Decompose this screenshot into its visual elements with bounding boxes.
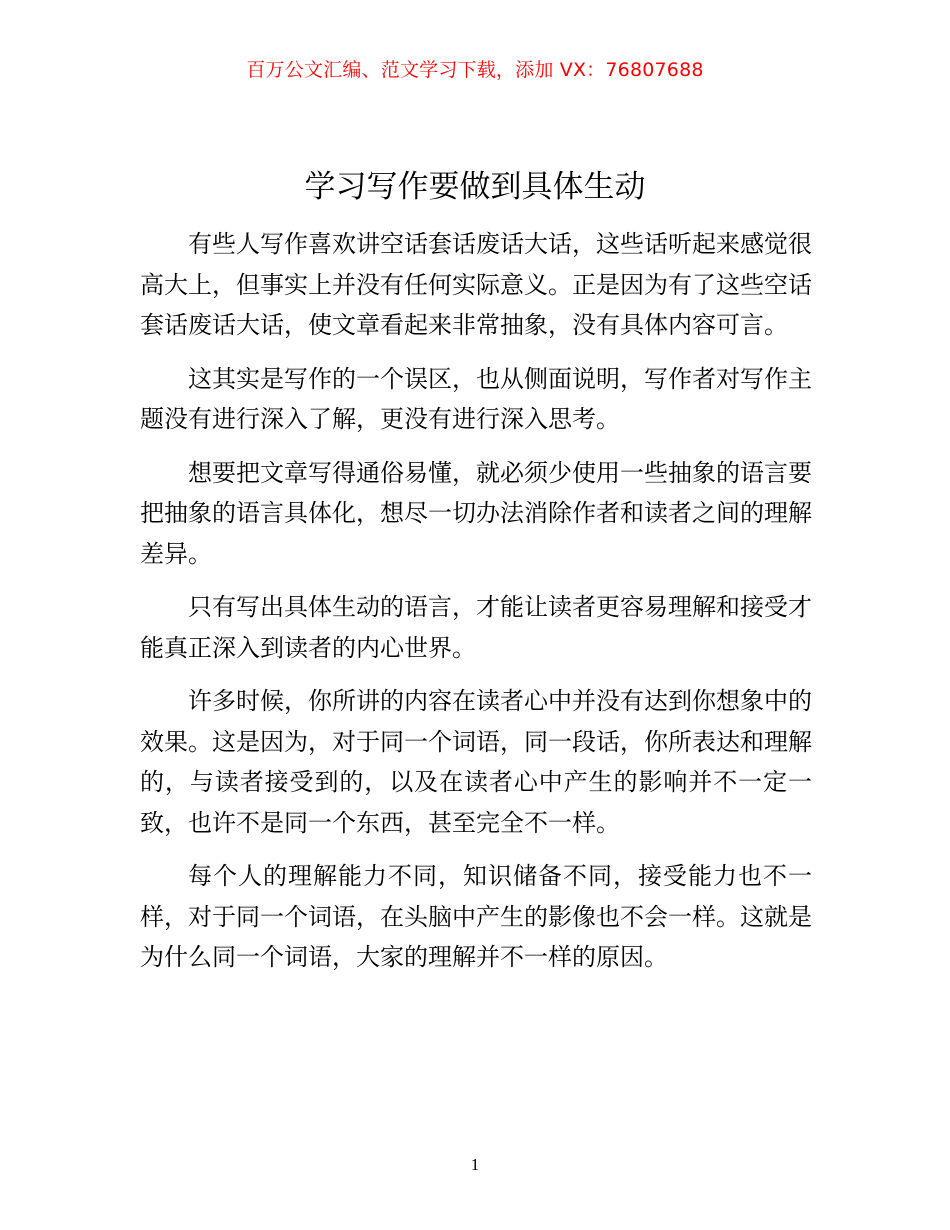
document-body xyxy=(140,224,812,991)
page-number: 1 xyxy=(470,1155,480,1174)
paragraph-1: 有些人写作喜欢讲空话套话废话大话，这些话听起来感觉很高大上，但事实上并没有任何实际意义。正是因为有了这些空话套话废话大话，使文章看起来非常抽象，没有具体内容可言。 xyxy=(140,230,812,339)
paragraph-5: 许多时候，你所讲的内容在读者心中并没有达到你想象中的效果。这是因为，对于同一个词语，同一段话，你所表达和理解的，与读者接受到的，以及在读者心中产生的影响并不一定一致，也许不是同一个东西，甚至完全不一样。 xyxy=(140,687,812,837)
paragraph-6: 每个人的理解能力不同，知识储备不同，接受能力也不一样，对于同一个词语，在头脑中产生的影像也不会一样。这就是为什么同一个词语，大家的理解并不一样的原因。 xyxy=(140,862,812,971)
paragraph-4: 只有写出具体生动的语言，才能让读者更容易理解和接受才能真正深入到读者的内心世界。 xyxy=(140,593,812,662)
header-note: 百万公文汇编、范文学习下载，添加 VX：76807688 xyxy=(246,59,704,81)
paragraph-3: 想要把文章写得通俗易懂，就必须少使用一些抽象的语言要把抽象的语言具体化，想尽一切办法消除作者和读者之间的理解差异。 xyxy=(140,458,812,568)
paragraph-2: 这其实是写作的一个误区，也从侧面说明，写作者对写作主题没有进行深入了解，更没有进行深入思考。 xyxy=(140,364,812,433)
document-title: 学习写作要做到具体生动 xyxy=(304,169,646,205)
